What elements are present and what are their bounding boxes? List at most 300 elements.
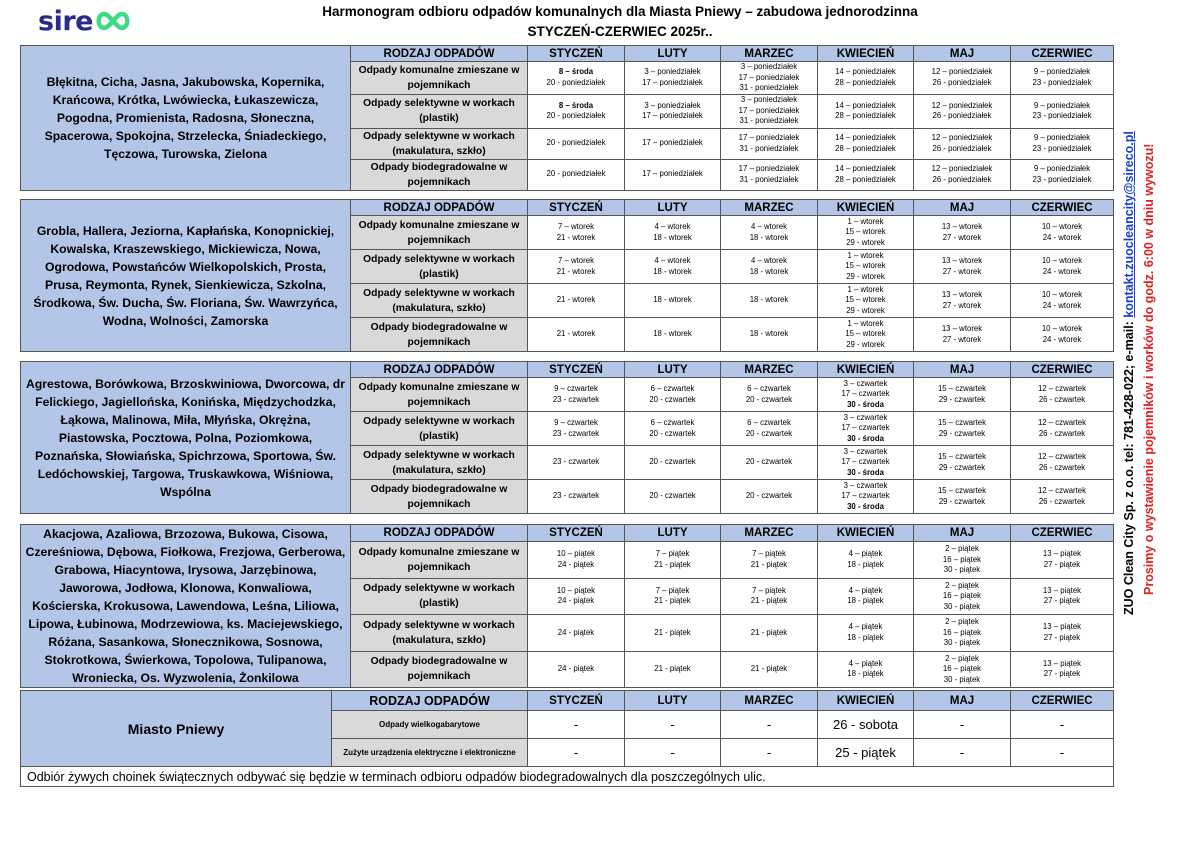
pickup-cell-mar (721, 615, 818, 651)
pickup-cell-apr (818, 651, 914, 687)
pickup-cell-jan (528, 216, 625, 250)
pickup-date: 9 – poniedziałek (1033, 100, 1091, 110)
pickup-date: 26 - czwartek (1038, 428, 1086, 438)
pickup-cell-may (914, 318, 1011, 352)
pickup-date: 26 - poniedziałek (932, 143, 992, 153)
pickup-date: 13 – piątek (1042, 585, 1082, 595)
bulky-jun: - (1011, 711, 1114, 739)
header-waste-type: RODZAJ ODPADÓW (351, 200, 528, 216)
header-waste-type: RODZAJ ODPADÓW (351, 525, 528, 542)
pickup-date: 4 – piątek (848, 585, 883, 595)
pickup-cell-jan (528, 284, 625, 318)
header-month-mar: MARZEC (721, 362, 818, 378)
pickup-date: 31 - poniedziałek (739, 174, 799, 184)
pickup-date: 26 - poniedziałek (932, 174, 992, 184)
header-waste-type: RODZAJ ODPADÓW (351, 362, 528, 378)
bulky-apr: 26 - sobota (818, 711, 914, 739)
pickup-date: 23 - czwartek (552, 428, 600, 438)
pickup-cell-apr (818, 542, 914, 578)
waste-type-label: Odpady selektywne w workach (plastik) (351, 250, 528, 284)
pickup-date: 18 - wtorek (749, 329, 789, 339)
pickup-date: 15 – czwartek (937, 486, 987, 495)
pickup-date: 12 – poniedziałek (931, 133, 993, 142)
pickup-date: 10 – wtorek (1041, 290, 1083, 299)
pickup-date: 20 - czwartek (745, 457, 793, 467)
pickup-date: 31 - poniedziałek (739, 143, 799, 153)
pickup-cell-mar (721, 250, 818, 284)
pickup-cell-mar (721, 159, 818, 190)
pickup-date: 26 - czwartek (1038, 496, 1086, 506)
pickup-date: 4 – wtorek (751, 222, 787, 231)
pickup-date: 29 - czwartek (938, 428, 986, 438)
pickup-cell-feb (625, 542, 721, 578)
header-month-may: MAJ (914, 46, 1011, 62)
pickup-date: 1 – wtorek (847, 318, 884, 328)
pickup-date: 29 - czwartek (938, 394, 986, 404)
pickup-date: 30 - piątek (943, 638, 981, 648)
pickup-cell-feb (625, 318, 721, 352)
pickup-cell-mar (721, 62, 818, 95)
electronics-feb: - (625, 739, 721, 767)
pickup-date: 13 – wtorek (941, 324, 983, 333)
pickup-date: 9 – poniedziałek (1033, 164, 1091, 173)
pickup-cell-jun (1011, 250, 1114, 284)
header-waste-type: RODZAJ ODPADÓW (351, 46, 528, 62)
pickup-cell-mar (721, 578, 818, 614)
pickup-date: 27 - wtorek (942, 334, 982, 344)
pickup-date: 21 - wtorek (556, 295, 596, 305)
pickup-date: 30 - środa (847, 467, 884, 477)
pickup-date: 29 - wtorek (846, 305, 885, 315)
pickup-date: 20 - poniedziałek (546, 111, 606, 120)
street-list: Grobla, Hallera, Jeziorna, Kapłańska, Konopnickiej, Kowalska, Kraszewskiego, Mickiewicza, Nowa, Ogrodowa, Powstańców Wielkopolskich, Prosta, Prusa, Reymonta, Rynek, Sienkiewicza, Szkolna, Środkowa, Św. Ducha, Św. Floriana, Św. Wawrzyńca, Wodna, Wolności, Zamorska (21, 200, 351, 352)
pickup-cell-mar (721, 378, 818, 412)
pickup-date: 8 – środa (558, 67, 594, 77)
pickup-cell-jun (1011, 94, 1114, 128)
pickup-date: 3 – poniedziałek (740, 95, 798, 105)
pickup-date: 1 – wtorek (847, 284, 884, 294)
pickup-cell-apr (818, 159, 914, 190)
pickup-date: 6 – czwartek (650, 384, 695, 393)
pickup-date: 18 - wtorek (653, 295, 692, 305)
electronics-mar: - (721, 739, 818, 767)
pickup-date: 17 – czwartek (841, 491, 890, 501)
pickup-cell-jun (1011, 159, 1114, 190)
pickup-date: 27 - piątek (1043, 669, 1081, 679)
pickup-cell-jan (528, 651, 625, 687)
pickup-date: 17 – poniedziałek (642, 169, 703, 179)
pickup-date: 27 - piątek (1043, 559, 1081, 569)
logo-text: sire (38, 5, 93, 37)
pickup-date: 15 – czwartek (937, 418, 987, 427)
pickup-date: 23 - poniedziałek (1032, 111, 1092, 120)
header-month-may: MAJ (914, 362, 1011, 378)
pickup-date: 8 – środa (558, 100, 594, 110)
pickup-cell-may (914, 216, 1011, 250)
pickup-date: 18 - wtorek (749, 266, 789, 276)
pickup-cell-jan (528, 480, 625, 514)
pickup-cell-jun (1011, 216, 1114, 250)
pickup-cell-mar (721, 446, 818, 480)
pickup-date: 30 - środa (847, 399, 884, 409)
pickup-date: 27 - wtorek (942, 300, 982, 310)
header-month-apr: KWIECIEŃ (818, 46, 914, 62)
pickup-cell-feb (625, 480, 721, 514)
pickup-cell-apr (818, 318, 914, 352)
pickup-cell-jan (528, 250, 625, 284)
electronics-may: - (914, 739, 1011, 767)
pickup-date: 27 - piątek (1043, 596, 1081, 606)
pickup-cell-jan (528, 378, 625, 412)
header-month-feb: LUTY (625, 362, 721, 378)
city-header-type: RODZAJ ODPADÓW (332, 691, 528, 711)
contact-email-link[interactable]: kontakt.zuocleancity@sireco.pl (1122, 131, 1136, 318)
pickup-cell-may (914, 159, 1011, 190)
contact-info (1122, 131, 1136, 615)
pickup-date: 15 – czwartek (937, 452, 987, 461)
pickup-cell-jun (1011, 62, 1114, 95)
pickup-date: 20 - czwartek (649, 394, 696, 404)
waste-type-label: Odpady selektywne w workach (makulatura, szkło) (351, 128, 528, 159)
pickup-date: 23 - poniedziałek (1032, 143, 1092, 153)
city-header-month: LUTY (625, 691, 721, 711)
header-month-jan: STYCZEŃ (528, 525, 625, 542)
pickup-cell-may (914, 62, 1011, 95)
pickup-date: 4 – wtorek (751, 256, 787, 265)
waste-type-label: Odpady biodegradowalne w pojemnikach (351, 480, 528, 514)
header-month-may: MAJ (914, 525, 1011, 542)
pickup-date: 29 - wtorek (846, 271, 885, 281)
pickup-date: 13 – piątek (1042, 549, 1082, 559)
pickup-date: 14 – poniedziałek (835, 133, 896, 142)
pickup-date: 21 - piątek (750, 664, 788, 673)
pickup-date: 2 – piątek (945, 653, 979, 663)
pickup-cell-jun (1011, 578, 1114, 614)
pickup-date: 3 – czwartek (843, 412, 888, 422)
page-title: Harmonogram odbioru odpadów komunalnych dla Miasta Pniewy – zabudowa jednorodzinna (322, 4, 918, 19)
pickup-date: 10 – wtorek (1041, 324, 1083, 333)
bulky-feb: - (625, 711, 721, 739)
pickup-date: 17 – poniedziałek (738, 133, 800, 142)
pickup-cell-apr (818, 94, 914, 128)
pickup-date: 28 – poniedziałek (835, 174, 896, 184)
pickup-date: 12 – poniedziałek (931, 100, 993, 110)
pickup-cell-may (914, 480, 1011, 514)
pickup-date: 30 - środa (847, 501, 884, 511)
pickup-date: 15 – czwartek (937, 384, 987, 393)
pickup-date: 16 – piątek (942, 591, 982, 601)
pickup-date: 2 – piątek (945, 617, 979, 627)
pickup-date: 27 - piątek (1043, 632, 1081, 642)
pickup-date: 12 – czwartek (1037, 418, 1087, 427)
pickup-date: 24 - wtorek (1042, 300, 1082, 310)
pickup-cell-may (914, 412, 1011, 446)
pickup-date: 1 – wtorek (847, 216, 884, 226)
pickup-date: 12 – czwartek (1037, 452, 1087, 461)
pickup-cell-jun (1011, 446, 1114, 480)
header-month-jan: STYCZEŃ (528, 362, 625, 378)
pickup-cell-feb (625, 250, 721, 284)
city-header-month: MAJ (914, 691, 1011, 711)
pickup-cell-apr (818, 480, 914, 514)
pickup-cell-apr (818, 284, 914, 318)
pickup-cell-mar (721, 94, 818, 128)
pickup-date: 20 - poniedziałek (546, 138, 606, 148)
pickup-date: 21 - piątek (750, 559, 788, 569)
pickup-cell-mar (721, 480, 818, 514)
pickup-date: 23 - czwartek (552, 457, 600, 467)
city-header-month: CZERWIEC (1011, 691, 1114, 711)
pickup-cell-jan (528, 318, 625, 352)
pickup-date: 15 – wtorek (845, 329, 886, 339)
pickup-date: 28 – poniedziałek (835, 111, 896, 120)
street-list: Akacjowa, Azaliowa, Brzozowa, Bukowa, Cisowa, Czereśniowa, Dębowa, Fiołkowa, Frezjowa, Gerberowa, Grabowa, Hiacyntowa, Irysowa, Jarzębinowa, Jaworowa, Jodłowa, Klonowa, Konwaliowa, Kościerska, Krokusowa, Lawendowa, Leśna, Liliowa, Lipowa, Łubinowa, Modrzewiowa, ks. Maciejewskiego, Różana, Sasankowa, Słonecznikowa, Sosnowa, Stokrotkowa, Świerkowa, Topolowa, Tulipanowa, Wroniecka, Os. Wyzwolenia, Żonkilowa (21, 525, 351, 688)
pickup-cell-apr (818, 578, 914, 614)
page-subtitle: STYCZEŃ-CZERWIEC 2025r.. (527, 24, 713, 39)
pickup-cell-feb (625, 216, 721, 250)
city-header-month: STYCZEŃ (528, 691, 625, 711)
pickup-date: 17 – poniedziałek (738, 72, 800, 82)
pickup-date: 3 – poniedziałek (644, 100, 701, 110)
pickup-cell-jun (1011, 542, 1114, 578)
electronics-label: Zużyte urządzenia elektryczne i elektroniczne (332, 739, 528, 767)
contact-prefix: ZUO Clean City Sp. z o.o. tel: 781-428-022; e-mail: (1122, 317, 1136, 615)
pickup-date: 17 – poniedziałek (738, 105, 800, 115)
pickup-date: 4 – wtorek (654, 222, 691, 231)
pickup-date: 21 - piątek (750, 627, 788, 637)
electronics-jun: - (1011, 739, 1114, 767)
pickup-date: 14 – poniedziałek (835, 164, 896, 173)
pickup-date: 24 - piątek (557, 559, 595, 569)
pickup-date: 27 - wtorek (942, 232, 982, 242)
waste-type-label: Odpady selektywne w workach (makulatura, szkło) (351, 446, 528, 480)
pickup-date: 24 - wtorek (1042, 266, 1082, 276)
pickup-cell-feb (625, 284, 721, 318)
pickup-date: 21 - wtorek (556, 329, 596, 339)
pickup-date: 21 - piątek (750, 596, 788, 606)
waste-type-label: Odpady selektywne w workach (plastik) (351, 94, 528, 128)
pickup-date: 20 - czwartek (649, 457, 696, 467)
pickup-cell-apr (818, 412, 914, 446)
pickup-date: 26 - czwartek (1038, 462, 1086, 472)
header-month-mar: MARZEC (721, 200, 818, 216)
pickup-cell-feb (625, 412, 721, 446)
pickup-date: 18 - piątek (847, 669, 884, 679)
pickup-date: 7 – piątek (655, 585, 690, 595)
header-month-mar: MARZEC (721, 525, 818, 542)
pickup-cell-mar (721, 284, 818, 318)
pickup-date: 1 – wtorek (847, 250, 884, 260)
waste-type-label: Odpady biodegradowalne w pojemnikach (351, 159, 528, 190)
pickup-cell-jun (1011, 651, 1114, 687)
schedule-section-4 (20, 524, 1114, 688)
electronics-jan: - (528, 739, 625, 767)
pickup-date: 9 – poniedziałek (1033, 133, 1091, 142)
pickup-date: 10 – piątek (556, 585, 596, 595)
pickup-date: 7 – piątek (752, 585, 786, 595)
pickup-date: 20 - czwartek (745, 428, 793, 438)
pickup-date: 26 - poniedziałek (932, 111, 992, 120)
pickup-date: 16 – piątek (942, 554, 982, 564)
waste-type-label: Odpady biodegradowalne w pojemnikach (351, 651, 528, 687)
pickup-date: 13 – piątek (1042, 622, 1082, 632)
pickup-date: 7 – piątek (655, 549, 690, 559)
pickup-date: 21 - piątek (654, 627, 691, 637)
pickup-date: 30 - piątek (943, 601, 981, 611)
pickup-date: 17 – poniedziałek (642, 138, 703, 148)
pickup-cell-feb (625, 651, 721, 687)
pickup-date: 30 - piątek (943, 674, 981, 684)
pickup-date: 17 – poniedziałek (642, 77, 703, 87)
pickup-cell-apr (818, 446, 914, 480)
pickup-cell-jun (1011, 412, 1114, 446)
pickup-cell-jan (528, 94, 625, 128)
pickup-cell-mar (721, 128, 818, 159)
pickup-cell-may (914, 284, 1011, 318)
bulky-mar: - (721, 711, 818, 739)
pickup-cell-apr (818, 62, 914, 95)
waste-type-label: Odpady selektywne w workach (plastik) (351, 578, 528, 614)
header-month-apr: KWIECIEŃ (818, 200, 914, 216)
pickup-date: 9 – czwartek (554, 418, 598, 427)
header-month-jan: STYCZEŃ (528, 46, 625, 62)
pickup-date: 24 - piątek (557, 664, 595, 673)
pickup-cell-jan (528, 62, 625, 95)
pickup-date: 4 – piątek (848, 622, 883, 632)
pickup-date: 3 – poniedziałek (644, 67, 701, 77)
header-month-jun: CZERWIEC (1011, 46, 1114, 62)
pickup-date: 13 – wtorek (941, 222, 983, 231)
christmas-tree-note: Odbiór żywych choinek świątecznych odbywać się będzie w terminach odbioru odpadów biodegradowalnych dla poszczególnych ulic. (21, 767, 1114, 787)
pickup-notice: Prosimy o wystawienie pojemników i worków do godz. 6:00 w dniu wywozu! (1142, 143, 1156, 595)
pickup-cell-feb (625, 615, 721, 651)
pickup-date: 6 – czwartek (747, 418, 791, 427)
pickup-date: 23 - czwartek (552, 394, 600, 404)
schedule-section-3 (20, 361, 1114, 514)
pickup-date: 18 - wtorek (749, 232, 789, 242)
pickup-date: 21 - wtorek (556, 232, 596, 242)
schedule-section-1 (20, 45, 1114, 191)
pickup-date: 20 - poniedziałek (546, 169, 606, 179)
pickup-date: 24 - piątek (557, 627, 595, 637)
pickup-date: 2 – piątek (945, 580, 979, 590)
pickup-date: 24 - piątek (557, 596, 595, 606)
pickup-date: 16 – piątek (942, 627, 982, 637)
pickup-cell-apr (818, 216, 914, 250)
pickup-cell-jan (528, 578, 625, 614)
pickup-cell-may (914, 94, 1011, 128)
pickup-date: 10 – piątek (556, 549, 596, 559)
pickup-date: 24 - wtorek (1042, 334, 1082, 344)
pickup-cell-may (914, 615, 1011, 651)
pickup-cell-may (914, 250, 1011, 284)
pickup-date: 24 - wtorek (1042, 232, 1082, 242)
pickup-date: 9 – czwartek (554, 384, 598, 393)
schedule-section-2 (20, 199, 1114, 352)
pickup-cell-may (914, 542, 1011, 578)
waste-type-label: Odpady komunalne zmieszane w pojemnikach (351, 216, 528, 250)
pickup-date: 7 – piątek (752, 549, 786, 559)
pickup-date: 7 – wtorek (558, 256, 594, 265)
pickup-date: 23 - poniedziałek (1032, 77, 1092, 87)
header-month-jan: STYCZEŃ (528, 200, 625, 216)
pickup-cell-may (914, 446, 1011, 480)
pickup-cell-jan (528, 615, 625, 651)
pickup-date: 18 - piątek (847, 559, 884, 569)
pickup-date: 20 - poniedziałek (546, 77, 606, 87)
header-month-feb: LUTY (625, 200, 721, 216)
bulky-waste-label: Odpady wielkogabarytowe (332, 711, 528, 739)
pickup-cell-may (914, 578, 1011, 614)
pickup-date: 6 – czwartek (650, 418, 695, 427)
pickup-date: 13 – wtorek (941, 256, 983, 265)
pickup-date: 13 – piątek (1042, 658, 1082, 668)
pickup-date: 2 – piątek (945, 544, 979, 554)
pickup-date: 29 - wtorek (846, 339, 885, 349)
pickup-cell-may (914, 378, 1011, 412)
pickup-cell-jun (1011, 318, 1114, 352)
pickup-date: 12 – poniedziałek (931, 67, 993, 77)
pickup-date: 30 - piątek (943, 565, 981, 575)
pickup-date: 23 - czwartek (552, 491, 600, 501)
waste-type-label: Odpady biodegradowalne w pojemnikach (351, 318, 528, 352)
pickup-date: 6 – czwartek (747, 384, 791, 393)
waste-type-label: Odpady selektywne w workach (makulatura, szkło) (351, 284, 528, 318)
pickup-date: 18 - wtorek (749, 295, 789, 305)
pickup-cell-feb (625, 62, 721, 95)
pickup-cell-mar (721, 412, 818, 446)
header-month-feb: LUTY (625, 46, 721, 62)
pickup-date: 4 – wtorek (654, 256, 691, 265)
pickup-date: 12 – czwartek (1037, 384, 1087, 393)
pickup-date: 15 – wtorek (845, 295, 886, 305)
electronics-apr: 25 - piątek (818, 739, 914, 767)
pickup-date: 28 – poniedziałek (835, 143, 896, 153)
header-month-apr: KWIECIEŃ (818, 525, 914, 542)
pickup-date: 7 – wtorek (558, 222, 594, 231)
pickup-date: 28 – poniedziałek (835, 77, 896, 87)
bulky-jan: - (528, 711, 625, 739)
waste-type-label: Odpady selektywne w workach (makulatura, szkło) (351, 615, 528, 651)
pickup-cell-may (914, 651, 1011, 687)
pickup-date: 3 – czwartek (843, 480, 888, 490)
pickup-cell-apr (818, 615, 914, 651)
pickup-date: 3 – czwartek (843, 378, 888, 388)
pickup-cell-apr (818, 128, 914, 159)
pickup-date: 17 – poniedziałek (738, 164, 800, 173)
pickup-date: 3 – poniedziałek (740, 62, 798, 71)
pickup-date: 20 - czwartek (745, 394, 793, 404)
bulky-may: - (914, 711, 1011, 739)
pickup-date: 21 - piątek (654, 596, 691, 606)
pickup-date: 21 - piątek (654, 664, 691, 673)
pickup-cell-jan (528, 128, 625, 159)
pickup-date: 18 - piątek (847, 596, 884, 606)
waste-type-label: Odpady komunalne zmieszane w pojemnikach (351, 542, 528, 578)
header-month-may: MAJ (914, 200, 1011, 216)
waste-type-label: Odpady komunalne zmieszane w pojemnikach (351, 62, 528, 95)
pickup-date: 29 - czwartek (938, 462, 986, 472)
pickup-date: 31 - poniedziałek (739, 116, 799, 126)
pickup-cell-feb (625, 128, 721, 159)
pickup-cell-feb (625, 378, 721, 412)
pickup-date: 30 - środa (847, 433, 884, 443)
street-list: Błękitna, Cicha, Jasna, Jakubowska, Kopernika, Krańcowa, Krótka, Lwówiecka, Łukaszewicza, Pogodna, Promienista, Radosna, Słoneczna, Spacerowa, Spokojna, Strzelecka, Śniadeckiego, Tęczowa, Turowska, Zielona (21, 46, 351, 191)
city-header-month: MARZEC (721, 691, 818, 711)
pickup-cell-apr (818, 378, 914, 412)
pickup-cell-apr (818, 250, 914, 284)
pickup-date: 12 – czwartek (1037, 486, 1087, 495)
